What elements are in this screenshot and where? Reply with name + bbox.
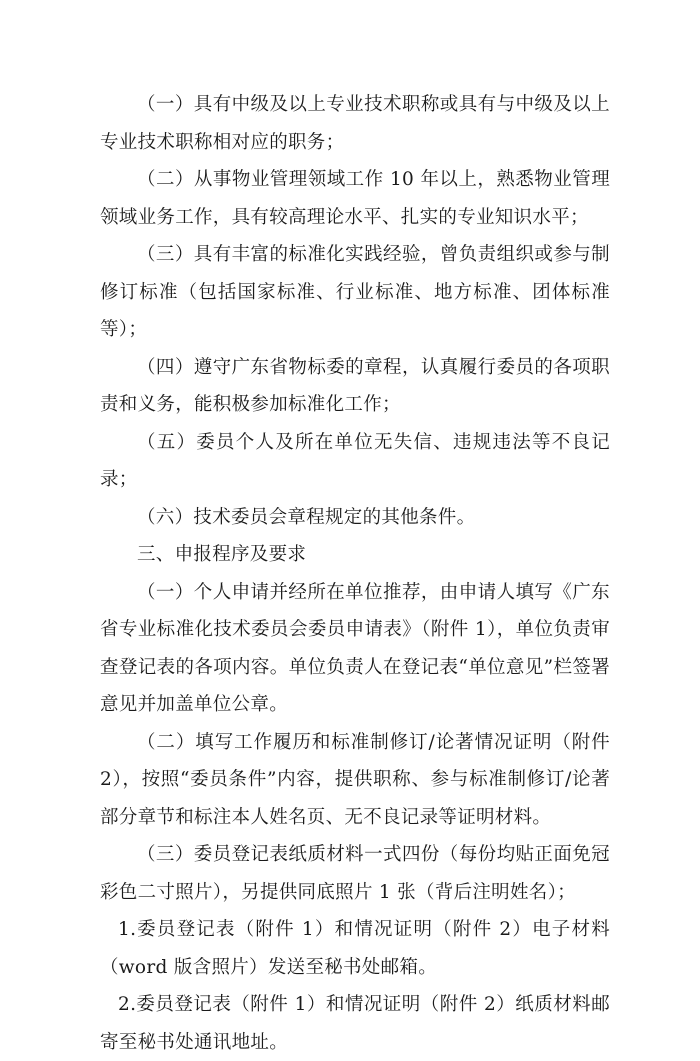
section-heading: 三、申报程序及要求	[137, 544, 307, 565]
procedure-paragraph-1: （一）个人申请并经所在单位推荐，由申请人填写《广东省专业标准化技术委员会委员申请表》（附件 1），单位负责审查登记表的各项内容。单位负责人在登记表“单位意见”栏签署意见并加盖单位公章。	[100, 581, 610, 715]
requirement-paragraph-2: （二）从事物业管理领域工作 10 年以上，熟悉物业管理领域业务工作，具有较高理论水平、扎实的专业知识水平；	[100, 169, 610, 228]
procedure-sub-item-2: 2.委员登记表（附件 1）和情况证明（附件 2）纸质材料邮寄至秘书处通讯地址。	[100, 994, 610, 1053]
procedure-paragraph-3: （三）委员登记表纸质材料一式四份（每份均贴正面免冠彩色二寸照片），另提供同底照片 1 张（背后注明姓名）；	[100, 844, 610, 903]
requirement-paragraph-5: （五）委员个人及所在单位无失信、违规违法等不良记录；	[100, 431, 610, 490]
requirement-paragraph-6: （六）技术委员会章程规定的其他条件。	[137, 506, 476, 528]
requirement-paragraph-4: （四）遵守广东省物标委的章程，认真履行委员的各项职责和义务，能积极参加标准化工作；	[100, 356, 610, 415]
requirement-paragraph-1: （一）具有中级及以上专业技术职称或具有与中级及以上专业技术职称相对应的职务；	[100, 94, 610, 153]
procedure-sub-item-1: 1.委员登记表（附件 1）和情况证明（附件 2）电子材料（word 版含照片）发送至秘书处邮箱。	[100, 919, 610, 978]
procedure-paragraph-2: （二）填写工作履历和标准制修订/论著情况证明（附件 2），按照“委员条件”内容，提供职称、参与标准制修订/论著部分章节和标注本人姓名页、无不良记录等证明材料。	[100, 731, 610, 828]
document-body	[100, 86, 610, 1061]
requirement-paragraph-3: （三）具有丰富的标准化实践经验，曾负责组织或参与制修订标准（包括国家标准、行业标准、地方标准、团体标准等）；	[100, 244, 610, 340]
